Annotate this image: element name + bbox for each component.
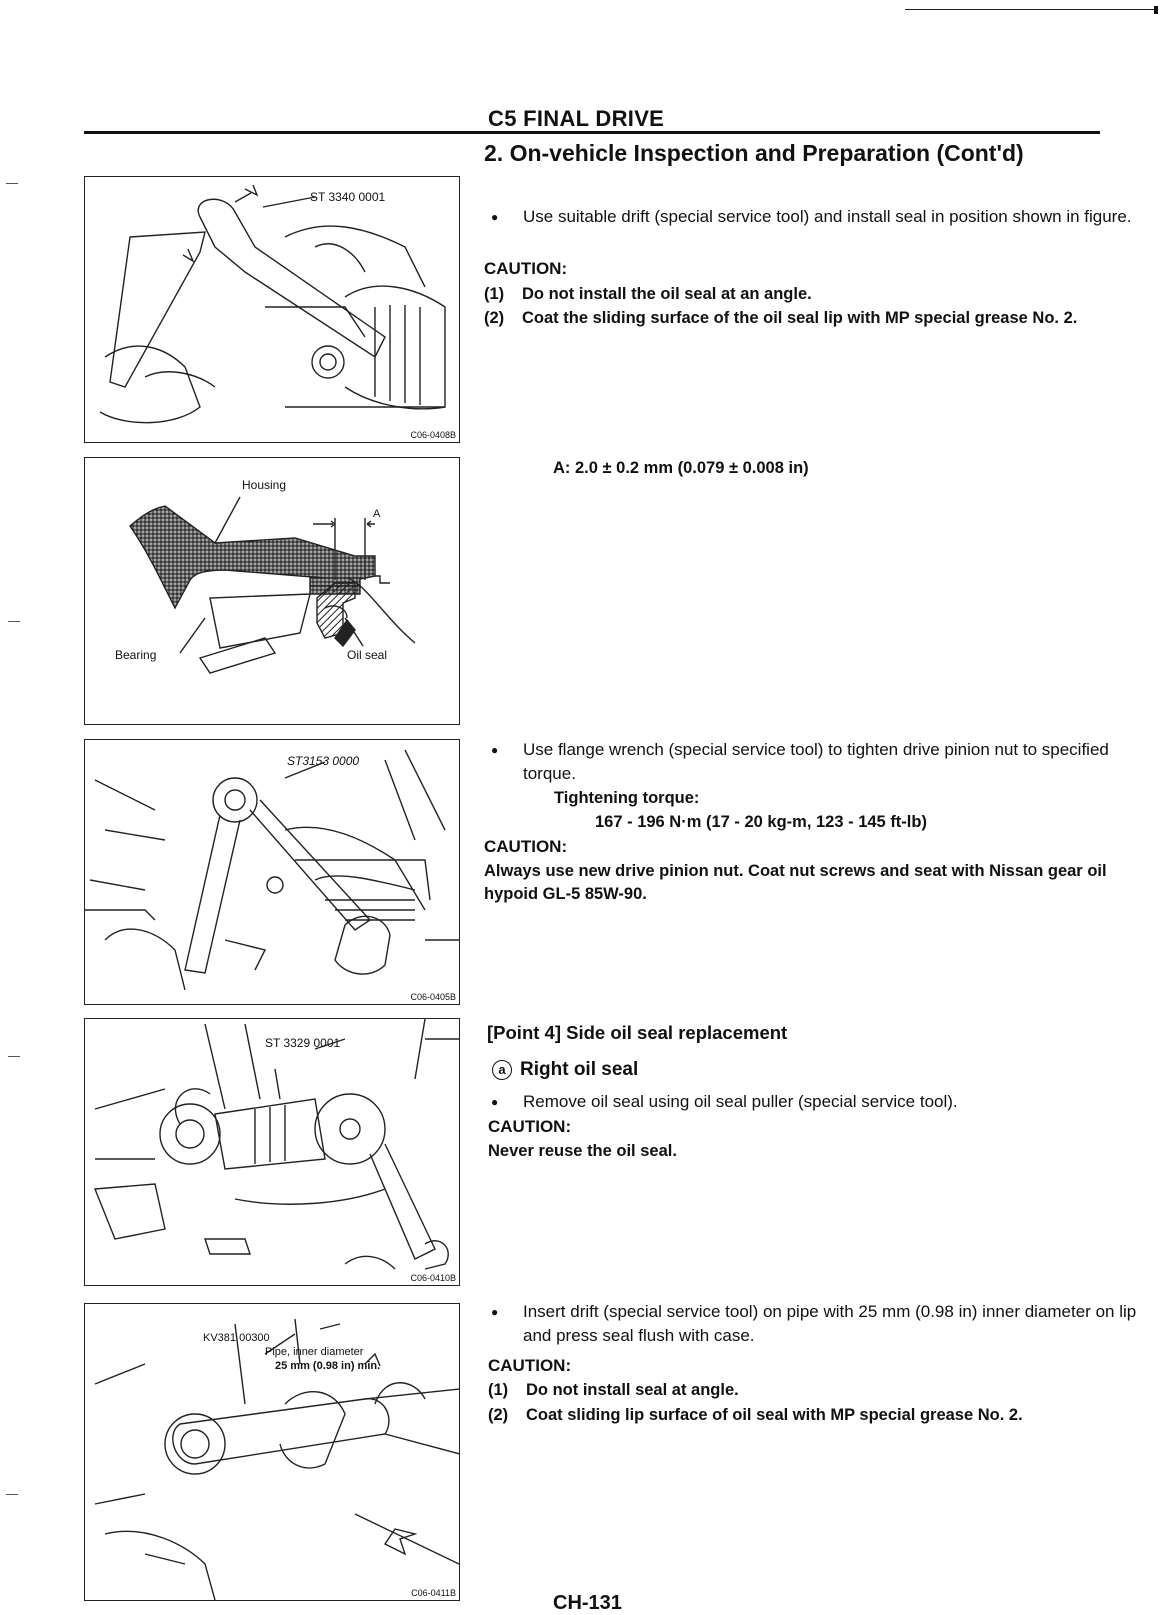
figure-seal-puller-drawing	[85, 1019, 459, 1285]
caution-item-text: Do not install seal at angle.	[526, 1381, 739, 1399]
caution-item	[484, 306, 1142, 330]
caution-text: Never reuse the oil seal.	[488, 1142, 677, 1160]
right-oil-seal-heading-text: Right oil seal	[520, 1059, 639, 1080]
figure-seal-depth-label-oil-seal: Oil seal	[347, 648, 388, 662]
figure-flange-wrench	[84, 739, 460, 1005]
figure-seal-install	[84, 176, 460, 443]
bullet-install-seal: ● Use suitable drift (special service tool) and install seal in position shown in figure.	[487, 205, 1138, 229]
top-edge-line	[905, 9, 1157, 10]
caution-item	[484, 282, 1142, 306]
figure-seal-install-drawing	[85, 177, 459, 442]
bullet-flange-wrench: ● Use flange wrench (special service tool) to tighten drive pinion nut to specified torque.	[487, 738, 1138, 786]
caution-item-number: (1)	[488, 1381, 509, 1399]
figure-seal-install-code: C06-0408B	[410, 430, 456, 440]
figure-seal-install-label: ST 3340 0001	[310, 190, 386, 204]
margin-mark	[8, 621, 20, 622]
right-oil-seal-heading	[492, 1058, 638, 1081]
torque-label: Tightening torque:	[554, 789, 700, 807]
figure-seal-drift-label-diameter: 25 mm (0.98 in) min.	[275, 1360, 381, 1372]
page-title: 2. On-vehicle Inspection and Preparation (Cont'd)	[484, 140, 1024, 166]
caution-item	[488, 1403, 1151, 1427]
figure-seal-puller-code: C06-0410B	[410, 1273, 456, 1283]
caution-text: Always use new drive pinion nut. Coat nut screws and seat with Nissan gear oil hypoid GL-5 85W-90.	[484, 862, 1107, 903]
caution-item-number: (2)	[484, 309, 505, 327]
step-a-marker: a	[492, 1060, 512, 1080]
caution-item	[488, 1378, 1151, 1402]
seal-depth-spec: A: 2.0 ± 0.2 mm (0.079 ± 0.008 in)	[553, 459, 809, 477]
figure-seal-depth-label-housing: Housing	[242, 478, 287, 492]
torque-value: 167 - 196 N·m (17 - 20 kg-m, 123 - 145 ft-lb)	[595, 813, 927, 831]
figure-flange-wrench-code: C06-0405B	[410, 992, 456, 1002]
figure-flange-wrench-label: ST3153 0000	[287, 754, 360, 768]
caution-label: CAUTION:	[488, 1117, 572, 1136]
caution-item-number: (1)	[484, 285, 505, 303]
figure-seal-drift-label-pipe: Pipe, inner diameter	[265, 1346, 364, 1358]
bullet-remove-seal: ● Remove oil seal using oil seal puller (special service tool).	[487, 1090, 1143, 1114]
figure-seal-puller	[84, 1018, 460, 1286]
figure-seal-depth	[84, 457, 460, 725]
figure-seal-depth-drawing	[85, 458, 459, 724]
caution-item-text: Do not install the oil seal at an angle.	[522, 285, 812, 303]
margin-mark	[8, 1056, 20, 1057]
caution-label: CAUTION:	[488, 1356, 572, 1375]
margin-mark	[6, 1494, 18, 1495]
figure-seal-drift	[84, 1303, 460, 1601]
figure-seal-depth-label-bearing: Bearing	[115, 648, 157, 662]
bullet-insert-drift: ● Insert drift (special service tool) on pipe with 25 mm (0.98 in) inner diameter on lip and press seal flush with case.	[487, 1300, 1143, 1348]
header-rule	[84, 131, 1100, 134]
caution-item-text: Coat the sliding surface of the oil seal lip with MP special grease No. 2.	[522, 309, 1078, 327]
page-number: CH-131	[553, 1592, 622, 1614]
figure-seal-drift-label-tool: KV381 00300	[203, 1332, 270, 1344]
figure-seal-drift-code: C06-0411B	[411, 1588, 456, 1598]
caution-label: CAUTION:	[484, 259, 568, 278]
figure-seal-depth-label-a: A	[373, 508, 381, 520]
margin-mark	[6, 183, 18, 184]
top-edge-mark	[1154, 6, 1158, 14]
caution-item-number: (2)	[488, 1406, 509, 1424]
section-title: C5 FINAL DRIVE	[488, 106, 665, 131]
figure-flange-wrench-drawing	[85, 740, 459, 1004]
caution-item-text: Coat sliding lip surface of oil seal with MP special grease No. 2.	[526, 1406, 1023, 1424]
caution-label: CAUTION:	[484, 837, 568, 856]
figure-seal-puller-label: ST 3329 0001	[265, 1036, 341, 1050]
point-4-heading: [Point 4] Side oil seal replacement	[487, 1022, 788, 1043]
